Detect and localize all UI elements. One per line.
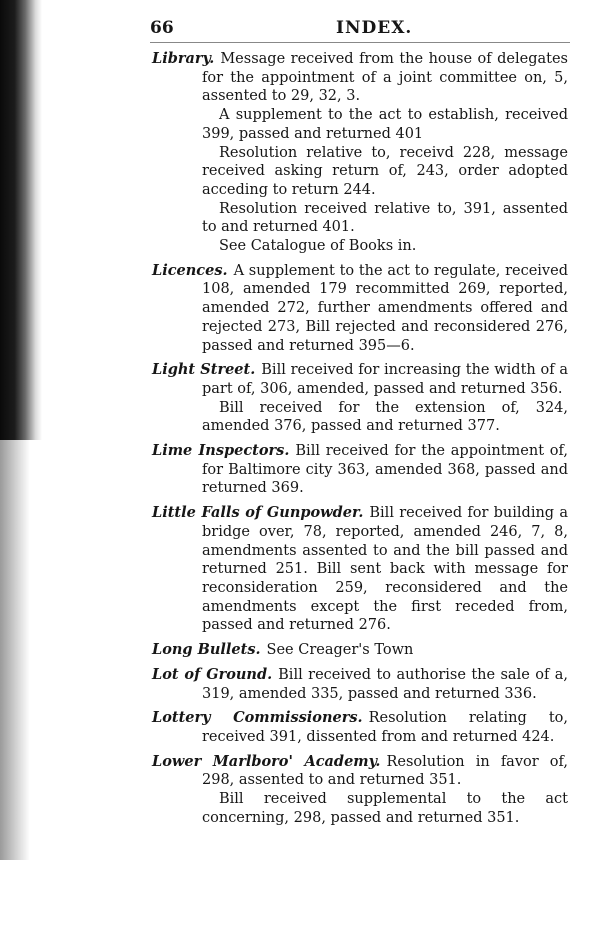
entry-main <box>152 666 568 703</box>
entry-text: Resolution in favor of, 298, assented to and returned 351. <box>202 753 568 789</box>
entry-term: Long Bullets. <box>152 641 261 659</box>
entry-term: Light Street. <box>152 361 256 379</box>
entry-main <box>152 753 568 790</box>
entry-term: Lime Inspectors. <box>152 442 290 460</box>
entry-main <box>152 442 568 498</box>
index-entry-library <box>152 50 568 256</box>
entry-term: Lottery Commissioners. <box>152 709 363 727</box>
entry-main <box>152 504 568 635</box>
entry-text: Bill received for building a bridge over, 78, reported, amended 246, 7, 8, amendments assented to and the bill passed and returned 251. Bill sent back with message for reconsideration 259, reconsidered and the amendments except the first receded from, passed and returned 276. <box>202 505 568 634</box>
entry-term: Licences. <box>152 261 228 279</box>
binding-shadow-lower <box>0 440 30 860</box>
entry-subentry: A supplement to the act to establish, received 399, passed and returned 401 <box>202 107 568 142</box>
entry-text: Resolution relating to, received 391, dissented from and returned 424. <box>202 710 568 745</box>
entry-text: Bill received for the appointment of, for Baltimore city 363, amended 368, passed and returned 369. <box>202 443 568 497</box>
entry-text: Message received from the house of delegates for the appointment of a joint committee on, 5, assented to 29, 32, 3. <box>202 51 568 105</box>
entry-subentry: See Catalogue of Books in. <box>219 238 417 255</box>
index-entry-light-street <box>152 361 568 436</box>
entry-main <box>152 361 568 398</box>
entry-main <box>152 709 568 746</box>
index-entry-licences <box>152 262 568 356</box>
entry-term: Lower Marlboro' Academy. <box>152 752 381 770</box>
entry-subentry: Bill received supplemental to the act concerning, 298, passed and returned 351. <box>202 791 568 826</box>
page-number: 66 <box>150 18 174 38</box>
entry-main <box>152 641 568 660</box>
entry-subentry: Resolution relative to, receivd 228, message received asking return of, 243, order adopted acceding to return 244. <box>202 144 568 198</box>
header-rule <box>150 42 570 43</box>
entry-main <box>152 50 568 106</box>
entry-term: Lot of Ground. <box>152 665 273 683</box>
entry-subentry: Resolution received relative to, 391, assented to and returned 401. <box>202 200 568 236</box>
entry-text: Bill received for increasing the width of a part of, 306, amended, passed and returned 356. <box>202 362 568 397</box>
entry-term: Little Falls of Gunpowder. <box>152 504 364 522</box>
entry-text: A supplement to the act to regulate, received 108, amended 179 recommitted 269, reported, amended 272, further amendments offered and rejected 273, Bill rejected and reconsidered 276, passed and returned 395—6. <box>202 262 568 354</box>
index-entry-little-falls <box>152 504 568 635</box>
binding-shadow <box>0 0 42 440</box>
index-entry-lime-inspectors <box>152 442 568 498</box>
index-entry-lot-of-ground <box>152 666 568 703</box>
entry-text: See Creager's Town <box>266 642 414 659</box>
entry-subentry: Bill received for the extension of, 324, amended 376, passed and returned 377. <box>202 399 568 435</box>
index-entry-long-bullets <box>152 641 568 660</box>
index-body <box>152 50 568 833</box>
index-entry-lower-marlboro-academy <box>152 753 568 828</box>
page-title: INDEX. <box>336 18 413 38</box>
entry-main <box>152 262 568 356</box>
entry-text: Bill received to authorise the sale of a, 319, amended 335, passed and returned 336. <box>202 666 568 702</box>
index-entry-lottery-commissioners <box>152 709 568 746</box>
entry-term: Library. <box>152 50 215 67</box>
